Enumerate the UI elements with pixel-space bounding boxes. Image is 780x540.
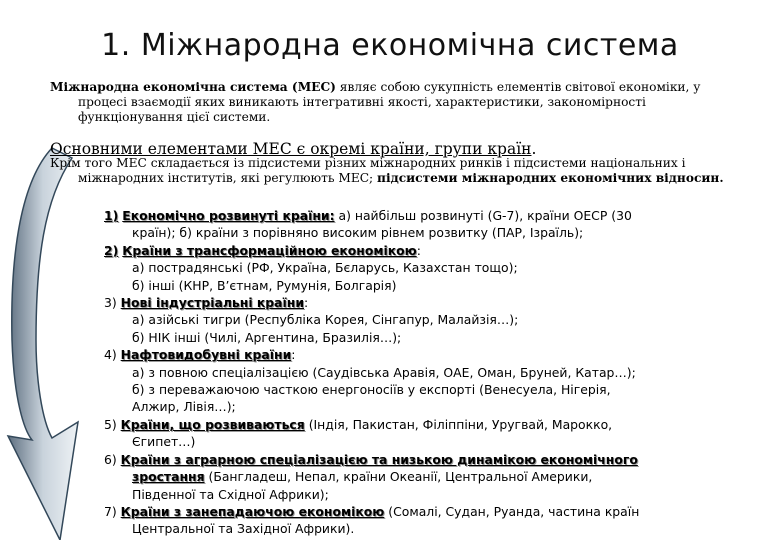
group-colon: : [416, 242, 421, 258]
subsystems-bold: підсистеми міжнародних економічних відносин. [377, 171, 724, 185]
list-item [104, 346, 776, 363]
group-colon: : [291, 347, 296, 363]
definition-text: являє собою сукупність елементів світової економіки, у процесі взаємодії яких виникають інтегративні якості, характеристики, закономірності функціонування цієї системи. [78, 80, 701, 124]
list-item: Алжир, Лівія…); [132, 399, 236, 415]
group-number: 4) [104, 347, 117, 363]
subsystems-text [50, 156, 750, 186]
list-item: б) з переважаючою часткою енергоносіїв у експорті (Венесуела, Нігерія, [132, 382, 611, 398]
group-label-cont: зростання [132, 469, 205, 485]
group-label: Країни з трансформаційною економікою [122, 242, 417, 258]
list-item [104, 294, 776, 311]
group-detail: (Сомалі, Судан, Руанда, частина країн [384, 503, 640, 519]
group-detail: а) найбільш розвинуті (G-7), країни ОЕСР (30 [334, 208, 632, 223]
list-item [104, 468, 776, 485]
group-number: 6) [104, 451, 117, 467]
list-item [104, 207, 776, 224]
group-label: Країни з занепадаючою економікою [120, 503, 385, 519]
group-label: Економічно розвинуті країни: [122, 208, 335, 223]
list-item: а) азійські тигри (Республіка Корея, Сінгапур, Малайзія…); [132, 312, 519, 328]
list-item: а) з повною спеціалізацією (Саудівська Аравія, ОАЕ, Оман, Бруней, Катар…); [132, 364, 636, 380]
subsystems-start: Крім того МЕС складається із підсистеми різних міжнародних ринків і підсистеми національних і міжнародних інститутів, які регулюють МЕС; [50, 156, 686, 185]
group-number: 7) [104, 503, 117, 519]
list-item [104, 503, 776, 520]
group-number: 3) [104, 295, 117, 311]
group-number: 5) [104, 416, 117, 432]
group-label: Нафтовидобувні країни [120, 347, 292, 363]
intro-text [50, 80, 750, 125]
list-item: Південної та Східної Африки); [132, 486, 329, 502]
group-label: Нові індустріальні країни [120, 295, 305, 311]
list-item: країн); б) країни з порівняно високим рівнем розвитку (ПАР, Ізраїль); [132, 225, 584, 241]
group-detail: (Бангладеш, Непал, країни Океанії, Центральної Америки, [204, 469, 593, 485]
subsystems-paragraph [50, 156, 750, 186]
list-item [104, 416, 776, 433]
curved-arrow-icon [0, 140, 80, 540]
list-item: б) інші (КНР, В’єтнам, Румунія, Болгарія) [132, 277, 397, 293]
list-item: Центральної та Західної Африки). [132, 521, 355, 537]
elements-text: Основними елементами МЕС є окремі країни, групи країн [50, 140, 532, 158]
list-item: б) НІК інші (Чилі, Аргентина, Бразилія…); [132, 329, 402, 345]
group-label: Країни, що розвиваються [120, 416, 305, 432]
country-groups-list [104, 207, 776, 538]
group-number: 2) [104, 242, 119, 258]
list-item: а) пострадянські (РФ, Україна, Бєларусь, Казахстан тощо); [132, 260, 518, 276]
list-item: Єгипет…) [132, 434, 196, 450]
definition-term: Міжнародна економічна система (МЕС) [50, 80, 336, 94]
list-item [104, 451, 776, 468]
definition-paragraph [50, 80, 750, 125]
slide-title: 1. Міжнародна економічна система [101, 28, 679, 63]
group-number: 1) [104, 208, 119, 223]
group-colon: : [304, 295, 309, 311]
group-detail: (Індія, Пакистан, Філіппіни, Уругвай, Марокко, [304, 416, 613, 432]
elements-period: . [531, 140, 537, 158]
group-label: Країни з аграрною спеціалізацією та низькою динамікою економічного [120, 451, 638, 467]
list-item [104, 242, 776, 259]
